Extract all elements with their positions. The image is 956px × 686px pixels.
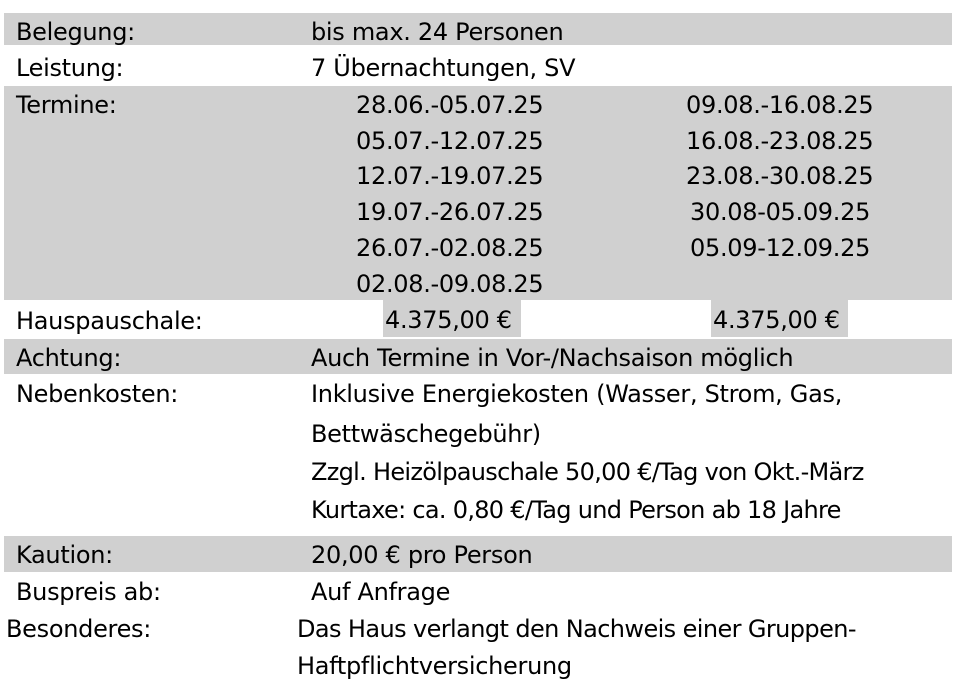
nebenkosten-line: Inklusive Energiekosten (Wasser, Strom, Gas, (311, 380, 843, 408)
besonderes-line: Das Haus verlangt den Nachweis einer Gruppen- (297, 615, 856, 643)
achtung-label: Achtung: (16, 344, 122, 372)
besonderes-label: Besonderes: (6, 615, 152, 643)
termin-date: 26.07.-02.08.25 (356, 234, 544, 262)
leistung-label: Leistung: (16, 54, 124, 82)
nebenkosten-label: Nebenkosten: (16, 380, 179, 408)
termin-date: 16.08.-23.08.25 (686, 127, 874, 155)
hauspauschale-label: Hauspauschale: (16, 307, 203, 335)
termine-label: Termine: (16, 91, 117, 119)
hauspauschale-price-1: 4.375,00 € (385, 306, 512, 334)
nebenkosten-line: Bettwäschegebühr) (311, 420, 541, 448)
belegung-label: Belegung: (16, 18, 135, 46)
buspreis-label: Buspreis ab: (16, 578, 161, 606)
kaution-label: Kaution: (16, 541, 113, 569)
buspreis-value: Auf Anfrage (311, 578, 451, 606)
leistung-value: 7 Übernachtungen, SV (311, 54, 576, 82)
termin-date: 02.08.-09.08.25 (356, 270, 544, 298)
termin-date: 05.07.-12.07.25 (356, 127, 544, 155)
besonderes-line: Haftpflichtversicherung (297, 652, 572, 680)
termin-date: 09.08.-16.08.25 (686, 91, 874, 119)
nebenkosten-line: Kurtaxe: ca. 0,80 €/Tag und Person ab 18 Jahre (311, 496, 841, 524)
termin-date: 28.06.-05.07.25 (356, 91, 544, 119)
termin-date: 30.08-05.09.25 (690, 198, 871, 226)
termin-date: 05.09-12.09.25 (690, 234, 871, 262)
termin-date: 23.08.-30.08.25 (686, 162, 874, 190)
termin-date: 19.07.-26.07.25 (356, 198, 544, 226)
nebenkosten-line: Zzgl. Heizölpauschale 50,00 €/Tag von Okt.-März (311, 458, 864, 486)
kaution-value: 20,00 € pro Person (311, 541, 533, 569)
achtung-value: Auch Termine in Vor-/Nachsaison möglich (311, 344, 794, 372)
hauspauschale-price-2: 4.375,00 € (713, 306, 840, 334)
termin-date: 12.07.-19.07.25 (356, 162, 544, 190)
belegung-value: bis max. 24 Personen (311, 18, 564, 46)
